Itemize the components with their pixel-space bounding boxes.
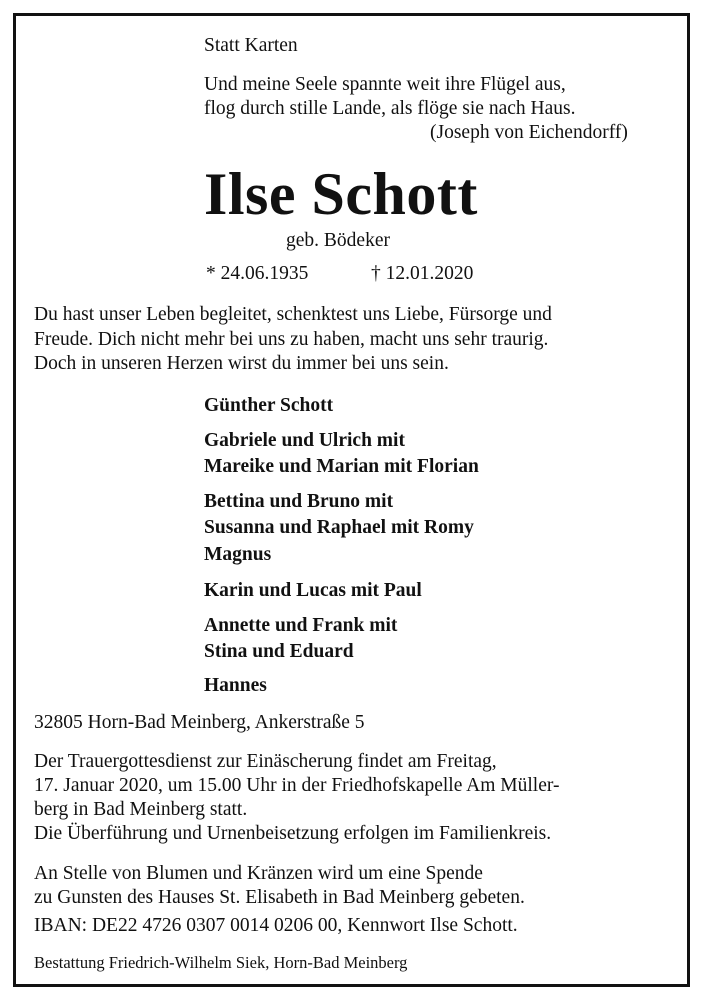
maiden-name: geb. Bödeker — [286, 230, 390, 251]
donation-line: IBAN: DE22 4726 0307 0014 0206 00, Kennwort Ilse Schott. — [34, 915, 518, 936]
donation-line: An Stelle von Blumen und Kränzen wird um eine Spende — [34, 863, 483, 884]
donation-line: zu Gunsten des Hauses St. Elisabeth in Bad Meinberg gebeten. — [34, 887, 525, 908]
message-line: Du hast unser Leben begleitet, schenktest uns Liebe, Fürsorge und — [34, 304, 552, 325]
mourner-line: Bettina und Bruno mit — [204, 491, 394, 512]
mourner-line: Hannes — [204, 675, 267, 696]
message-line: Freude. Dich nicht mehr bei uns zu haben, macht uns sehr traurig. — [34, 329, 549, 350]
service-line: Der Trauergottesdienst zur Einäscherung findet am Freitag, — [34, 751, 497, 772]
mourner-line: Susanna und Raphael mit Romy — [204, 517, 474, 538]
death-date: † 12.01.2020 — [371, 263, 474, 284]
deceased-name: Ilse Schott — [204, 161, 478, 227]
poem-line: flog durch stille Lande, als flöge sie nach Haus. — [204, 98, 576, 119]
poem-line: Und meine Seele spannte weit ihre Flügel aus, — [204, 74, 566, 95]
mourner-line: Stina und Eduard — [204, 641, 354, 662]
service-line: 17. Januar 2020, um 15.00 Uhr in der Friedhofskapelle Am Müller- — [34, 775, 560, 796]
message-line: Doch in unseren Herzen wirst du immer bei uns sein. — [34, 353, 449, 374]
mourner-line: Gabriele und Ulrich mit — [204, 430, 405, 451]
undertaker-text: Bestattung Friedrich-Wilhelm Siek, Horn-Bad Meinberg — [34, 953, 408, 972]
service-line: Die Überführung und Urnenbeisetzung erfolgen im Familienkreis. — [34, 823, 552, 844]
poem-author: (Joseph von Eichendorff) — [430, 122, 628, 143]
mourner-line: Mareike und Marian mit Florian — [204, 456, 479, 477]
service-line: berg in Bad Meinberg statt. — [34, 799, 248, 820]
mourner-line: Karin und Lucas mit Paul — [204, 580, 422, 601]
birth-date: * 24.06.1935 — [206, 263, 309, 284]
mourner-line: Magnus — [204, 544, 272, 565]
header-text: Statt Karten — [204, 35, 298, 56]
mourner-line: Annette und Frank mit — [204, 615, 398, 636]
address-text: 32805 Horn-Bad Meinberg, Ankerstraße 5 — [34, 712, 365, 733]
mourner-line: Günther Schott — [204, 395, 334, 416]
